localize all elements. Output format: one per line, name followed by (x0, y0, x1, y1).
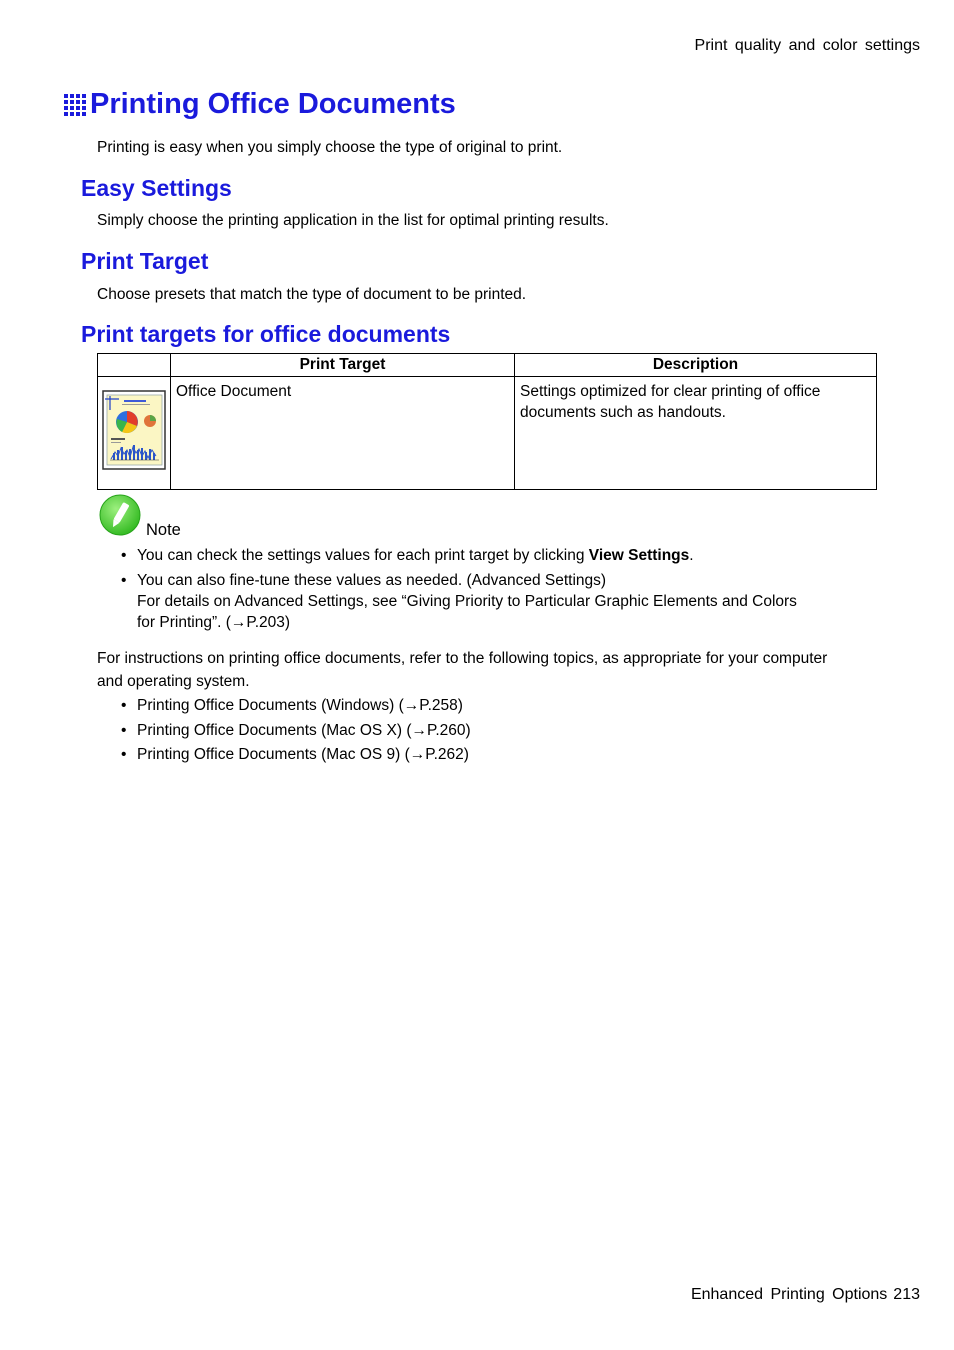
easy-settings-text: Simply choose the printing application in the list for optimal printing results. (97, 212, 609, 229)
table-row (98, 377, 877, 490)
topic-link-list (121, 694, 821, 768)
list-item (121, 570, 881, 633)
note-pencil-icon (99, 494, 141, 536)
note-item-2-line-3: for Printing”. (→P.203) (137, 614, 291, 631)
heading-easy-settings: Easy Settings (81, 175, 232, 201)
running-header: Print quality and color settings (694, 37, 920, 54)
row-target-cell: Office Document (171, 377, 515, 490)
thumbnail-column-header (98, 354, 171, 377)
note-item-1-text: You can check the settings values for each print target by clicking (137, 547, 589, 564)
instructions-line-2: and operating system. (97, 673, 250, 690)
column-header-description: Description (515, 354, 877, 377)
topic-link-mac-os-x[interactable]: • Printing Office Documents (Mac OS X) (→P.260) (121, 719, 821, 744)
print-targets-table (97, 353, 877, 490)
heading-print-target: Print Target (81, 248, 209, 274)
topic-link-mac-os-9[interactable]: • Printing Office Documents (Mac OS 9) (→P.262) (121, 743, 821, 768)
print-target-text: Choose presets that match the type of document to be printed. (97, 286, 527, 303)
page-number: 213 (893, 1286, 920, 1303)
office-document-preview-icon (102, 390, 166, 470)
page-title-text: Printing Office Documents (90, 88, 456, 120)
topic-link-windows[interactable]: • Printing Office Documents (Windows) (→P.258) (121, 694, 821, 719)
footer-chapter: Enhanced Printing Options (690, 1286, 888, 1303)
column-header-print-target: Print Target (171, 354, 515, 377)
note-item-2-line-1: • You can also fine-tune these values as needed. (Advanced Settings) (137, 572, 607, 589)
instructions-paragraph (97, 647, 897, 693)
row-description-cell: Settings optimized for clear printing of office documents such as handouts. (515, 377, 877, 490)
page-title (64, 88, 456, 121)
intro-text: Printing is easy when you simply choose the type of original to print. (97, 139, 563, 156)
heading-print-targets-table: Print targets for office documents (81, 321, 451, 347)
note-list (121, 545, 881, 633)
view-settings-term: View Settings (588, 547, 690, 564)
office-document-thumbnail (98, 377, 171, 490)
page-footer (691, 1286, 920, 1304)
note-item-1-end: . (689, 547, 694, 564)
list-item (121, 545, 881, 566)
instructions-line-1: For instructions on printing office documents, refer to the following topics, as appropriate for your computer (97, 650, 828, 667)
note-item-2-line-2: For details on Advanced Settings, see “Giving Priority to Particular Graphic Elements and Colors (137, 593, 797, 610)
grid-bullet-icon (64, 94, 86, 116)
note-label: Note (146, 521, 181, 539)
table-header-row (98, 354, 877, 377)
